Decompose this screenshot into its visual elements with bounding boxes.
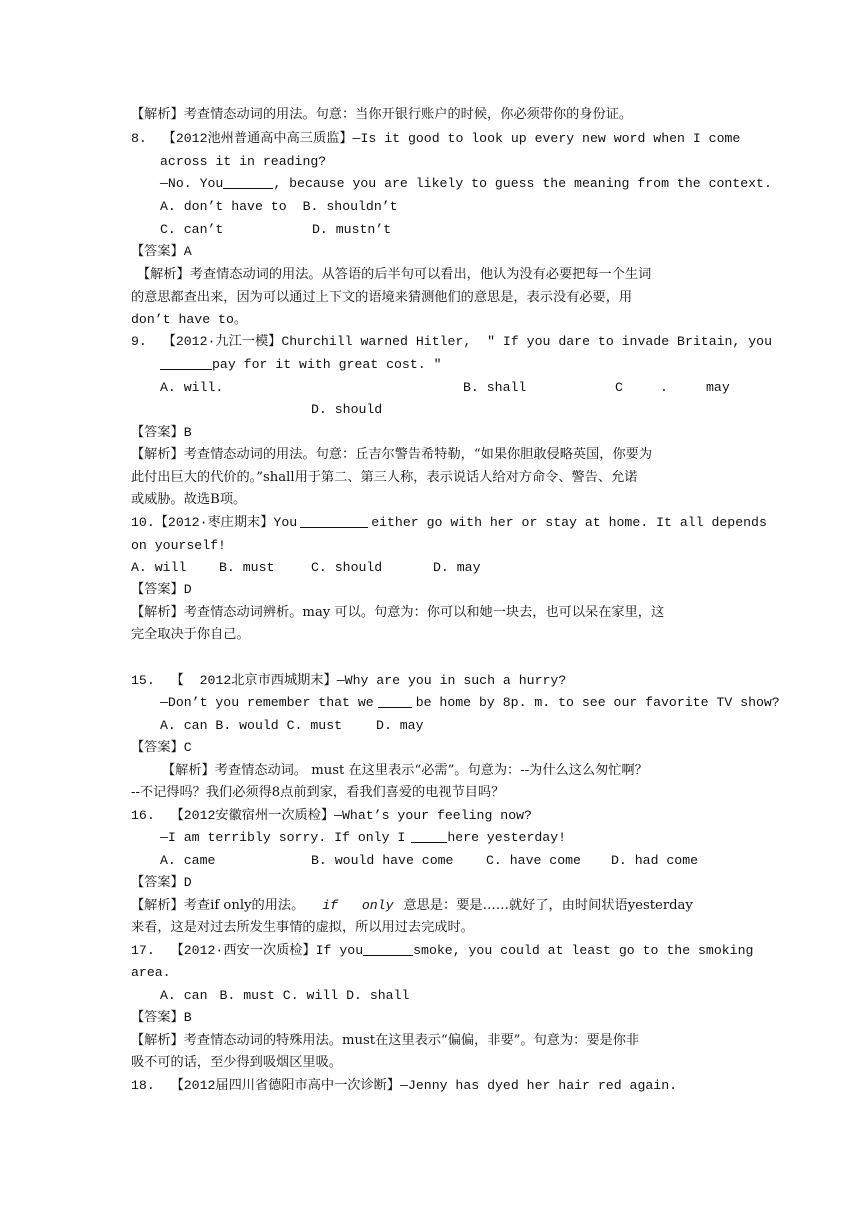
analysis-line: 或威胁。故选B项。	[131, 492, 247, 507]
yesterday-term: yesterday	[627, 898, 693, 913]
analysis-line	[131, 895, 731, 917]
analysis-line: 【解析】考查情态动词辨析。may 可以。句意为：你可以和她一块去，也可以呆在家里，这	[131, 605, 665, 620]
stem-suffix: smoke, you could at least go to the smoking	[413, 943, 754, 958]
stem-prefix: 17. 【2012·西安一次质检】If you	[131, 943, 364, 958]
analysis-line: 【解析】考查情态动词的特殊用法。must在这里表示“偏偏，非要”。句意为：要是你非	[131, 1033, 640, 1048]
stem-prefix: 10.【2012·枣庄期末】You	[131, 515, 298, 530]
option-c-letter: C	[615, 380, 623, 395]
analysis-line: 完全取决于你自己。	[131, 627, 250, 642]
question-15-stem: 15. 【 2012北京市西城期末】—Why are you in such a hurry?	[131, 673, 567, 688]
question-8-response	[160, 173, 772, 195]
question-8-stem-cont: across it in reading?	[160, 154, 327, 169]
question-15-response	[160, 692, 780, 714]
analysis-line: 来看，这是对过去所发生事情的虚拟，所以用过去完成时。	[131, 920, 474, 935]
option-c: C. can’t	[160, 222, 224, 237]
answer-line: 【答案】C	[131, 740, 192, 755]
question-8-options-cd	[160, 219, 760, 241]
question-10-stem-cont: on yourself!	[131, 538, 226, 553]
answer-blank	[300, 513, 368, 528]
question-9-stem-cont	[160, 354, 760, 376]
option-a: A. will.	[160, 380, 224, 395]
answer-line: 【答案】D	[131, 875, 192, 890]
question-10-stem	[131, 512, 767, 534]
options-bcd: B. must C. will D. shall	[219, 988, 410, 1003]
question-9-option-d: D. should	[311, 402, 383, 417]
analysis-line: 【解析】考查情态动词的用法。句意：丘吉尔警告希特勒，“如果你胆敢侵略英国，你要为	[131, 447, 653, 462]
option-b: B. shouldn’t	[302, 199, 398, 214]
option-a: A. came	[160, 853, 216, 868]
question-17-stem-cont: area.	[131, 965, 171, 980]
option-b: B. must	[219, 560, 275, 575]
question-8-stem: 8. 【2012池州普通高中高三质监】—Is it good to look up every new word when I come	[131, 131, 741, 146]
option-d: D. had come	[611, 853, 699, 868]
option-c-dot: .	[660, 380, 668, 395]
question-15-options	[160, 715, 760, 737]
response-prefix: —I am terribly sorry. If only I	[160, 830, 406, 845]
option-d: D. may	[433, 560, 481, 575]
answer-blank	[160, 355, 212, 370]
answer-line: 【答案】B	[131, 425, 192, 440]
if-only-term: if only	[322, 898, 394, 913]
analysis-line: 的意思都查出来，因为可以通过上下文的语境来猜测他们的意思是，表示没有必要，用	[131, 290, 633, 305]
response-suffix: , because you are likely to guess the meaning from the context.	[273, 176, 772, 191]
option-a: A. can	[160, 988, 208, 1003]
response-suffix: here yesterday!	[447, 830, 567, 845]
stem-suffix: either go with her or stay at home. It all depends	[371, 515, 767, 530]
analysis-line: 【解析】考查情态动词的用法。句意：当你开银行账户的时候，你必须带你的身份证。	[131, 107, 633, 122]
analysis-line: 【解析】考查情态动词的用法。从答语的后半句可以看出，他认为没有必要把每一个生词	[137, 267, 652, 282]
response-suffix: be home by 8p. m. to see our favorite TV show?	[415, 695, 780, 710]
question-17-options	[160, 985, 760, 1007]
response-prefix: —Don’t you remember that we	[160, 695, 374, 710]
answer-line: 【答案】B	[131, 1010, 192, 1025]
question-18-stem: 18. 【2012届四川省德阳市高中一次诊断】—Jenny has dyed her hair red again.	[131, 1078, 678, 1093]
option-d: D. mustn’t	[312, 222, 392, 237]
option-b: B. shall	[463, 380, 527, 395]
stem-text: pay for it with great cost. ″	[212, 357, 442, 372]
option-a: A. will	[131, 560, 187, 575]
analysis-prefix: 【解析】考查if only的用法。	[131, 898, 305, 913]
answer-blank	[363, 941, 413, 956]
analysis-line: --不记得吗？我们必须得8点前到家，看我们喜爱的电视节目吗？	[131, 785, 505, 800]
question-8-options-ab	[160, 196, 760, 218]
option-d: D. may	[376, 718, 424, 733]
question-16-response	[160, 827, 760, 849]
answer-blank	[223, 174, 273, 189]
option-c: C. have come	[486, 853, 581, 868]
option-c-text: may	[706, 380, 730, 395]
analysis-line: 此付出巨大的代价的。”shall用于第二、第三人称，表示说话人给对方命令、警告、允诺	[131, 470, 638, 485]
analysis-line: don’t have to。	[131, 312, 248, 327]
question-9-stem: 9. 【2012·九江一模】Churchill warned Hitler, ″ If you dare to invade Britain, you	[131, 334, 773, 349]
options-abc: A. can B. would C. must	[160, 718, 343, 733]
option-c: C. should	[311, 560, 383, 575]
response-prefix: —No. You	[160, 176, 224, 191]
analysis-middle: 意思是：要是……就好了，由时间状语	[403, 898, 628, 913]
analysis-line: 吸不可的话，至少得到吸烟区里吸。	[131, 1055, 342, 1070]
analysis-line: 【解析】考查情态动词。 must 在这里表示“必需”。句意为：--为什么这么匆忙啊？	[162, 763, 648, 778]
option-b: B. would have come	[311, 853, 454, 868]
question-17-stem	[131, 940, 754, 962]
answer-blank	[411, 828, 447, 843]
answer-blank	[378, 693, 412, 708]
answer-line: 【答案】A	[131, 244, 192, 259]
answer-line: 【答案】D	[131, 582, 192, 597]
question-16-stem: 16. 【2012安徽宿州一次质检】—What’s your feeling now?	[131, 808, 532, 823]
option-a: A. don’t have to	[160, 199, 287, 214]
